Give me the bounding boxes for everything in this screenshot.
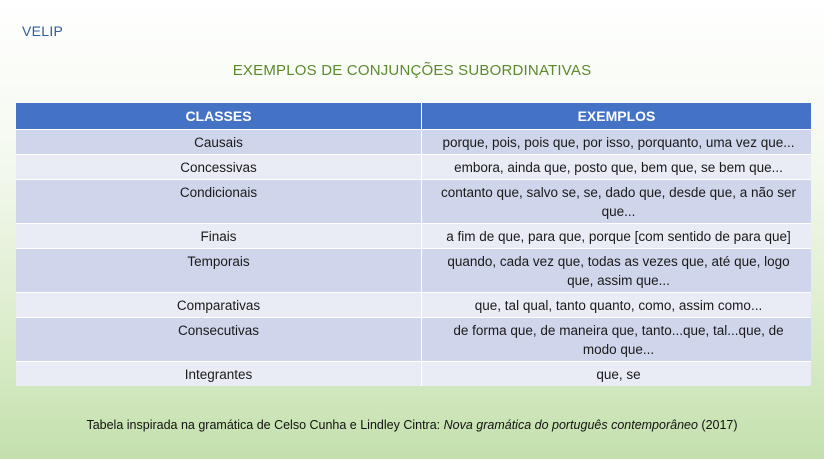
examples-cell: quando, cada vez que, todas as vezes que, até que, logo que, assim que... [422,249,812,293]
examples-cell: embora, ainda que, posto que, bem que, se bem que... [422,155,812,180]
caption-suffix: (2017) [697,418,738,432]
class-cell: Integrantes [16,362,422,387]
class-cell: Consecutivas [16,318,422,362]
examples-cell: contanto que, salvo se, se, dado que, desde que, a não ser que... [422,180,812,224]
caption-book-title: Nova gramática do português contemporâneo [443,418,698,432]
examples-cell: porque, pois, pois que, por isso, porquanto, uma vez que... [422,130,812,155]
table-row [16,130,811,155]
conjunctions-table [16,103,811,386]
examples-cell: que, tal qual, tanto quanto, como, assim como... [422,293,812,318]
class-cell: Finais [16,224,422,249]
table-caption [0,418,824,432]
table-row [16,155,811,180]
examples-cell: a fim de que, para que, porque [com sentido de para que] [422,224,812,249]
class-cell: Comparativas [16,293,422,318]
table-row [16,362,811,387]
table-header-row [16,103,811,130]
column-header-classes: CLASSES [16,103,422,130]
page-title: EXEMPLOS DE CONJUNÇÕES SUBORDINATIVAS [232,62,592,79]
class-cell: Condicionais [16,180,422,224]
table-row [16,180,811,224]
table-row [16,318,811,362]
class-cell: Causais [16,130,422,155]
class-cell: Temporais [16,249,422,293]
class-cell: Concessivas [16,155,422,180]
brand-label: VELIP [22,23,64,39]
examples-cell: que, se [422,362,812,387]
table-row [16,224,811,249]
caption-prefix: Tabela inspirada na gramática de Celso Cunha e Lindley Cintra: [86,418,444,432]
column-header-examples: EXEMPLOS [422,103,812,130]
table-row [16,249,811,293]
table-row [16,293,811,318]
examples-cell: de forma que, de maneira que, tanto...que, tal...que, de modo que... [422,318,812,362]
